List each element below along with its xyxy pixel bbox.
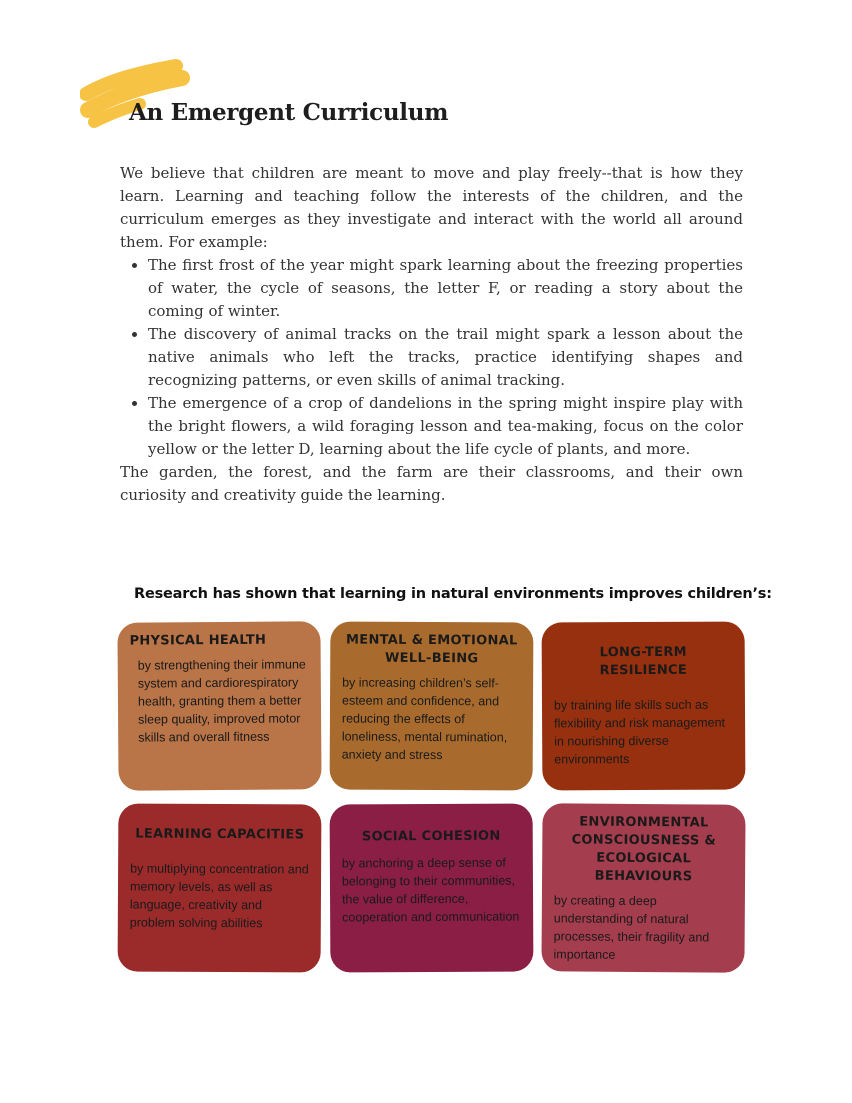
curriculum-description <box>120 162 743 507</box>
card-description: by training life skills such as flexibility and risk management in nourishing diverse environments <box>553 697 726 767</box>
example-item: • The emergence of a crop of dandelions in the spring might inspire play with the bright flowers, a wild foraging lesson and tea-making, focus on the color yellow or the letter D, learning about the life cycle of plants, and more. <box>148 392 743 461</box>
example-item: • The first frost of the year might spark learning about the freezing properties of water, the cycle of seasons, the letter F, or reading a story about the coming of winter. <box>148 254 743 323</box>
card-title: ENVIRONMENTAL CONSCIOUSNESS & ECOLOGICAL BEHAVIOURS <box>571 814 717 885</box>
page-title: An Emergent Curriculum <box>129 99 449 126</box>
card-title: MENTAL & EMOTIONAL WELL-BEING <box>346 632 518 667</box>
card-title: SOCIAL COHESION <box>361 828 501 845</box>
benefit-card-mental-wellbeing <box>330 621 534 790</box>
example-item: • The discovery of animal tracks on the trail might spark a lesson about the native animals who left the tracks, practice identifying shapes and recognizing patterns, or even skills of animal tracking. <box>148 323 743 392</box>
card-title: LONG-TERM RESILIENCE <box>599 644 688 679</box>
card-description: by creating a deep understanding of natural processes, their fragility and importance <box>553 893 710 962</box>
examples-list <box>120 254 743 461</box>
card-description: by anchoring a deep sense of belonging to their communities, the value of difference, cooperation and communication <box>341 855 520 925</box>
card-title: PHYSICAL HEALTH <box>129 632 267 649</box>
card-description: by strengthening their immune system and cardiorespiratory health, granting them a better sleep quality, improved motor skills and overall fitness <box>137 657 306 745</box>
research-heading: Research has shown that learning in natural environments improves children’s: <box>134 586 772 602</box>
card-description: by multiplying concentration and memory levels, as well as language, creativity and problem solving abilities <box>129 861 309 931</box>
benefit-card-resilience <box>542 621 746 790</box>
card-title: LEARNING CAPACITIES <box>135 826 305 843</box>
closing-paragraph: The garden, the forest, and the farm are their classrooms, and their own curiosity and creativity guide the learning. <box>120 463 743 504</box>
card-description: by increasing children’s self-esteem and confidence, and reducing the effects of loneliness, mental rumination, anxiety and stress <box>341 675 508 763</box>
benefit-card-environmental-consciousness <box>541 803 745 972</box>
benefit-card-physical-health <box>117 621 321 790</box>
intro-paragraph: We believe that children are meant to move and play freely--that is how they learn. Learning and teaching follow the interests of the children, and the curriculum emerges as they investigate and interact with the world all around them. For example: <box>120 164 743 251</box>
benefit-card-social-cohesion <box>330 803 534 972</box>
benefit-card-learning-capacities <box>118 803 322 972</box>
